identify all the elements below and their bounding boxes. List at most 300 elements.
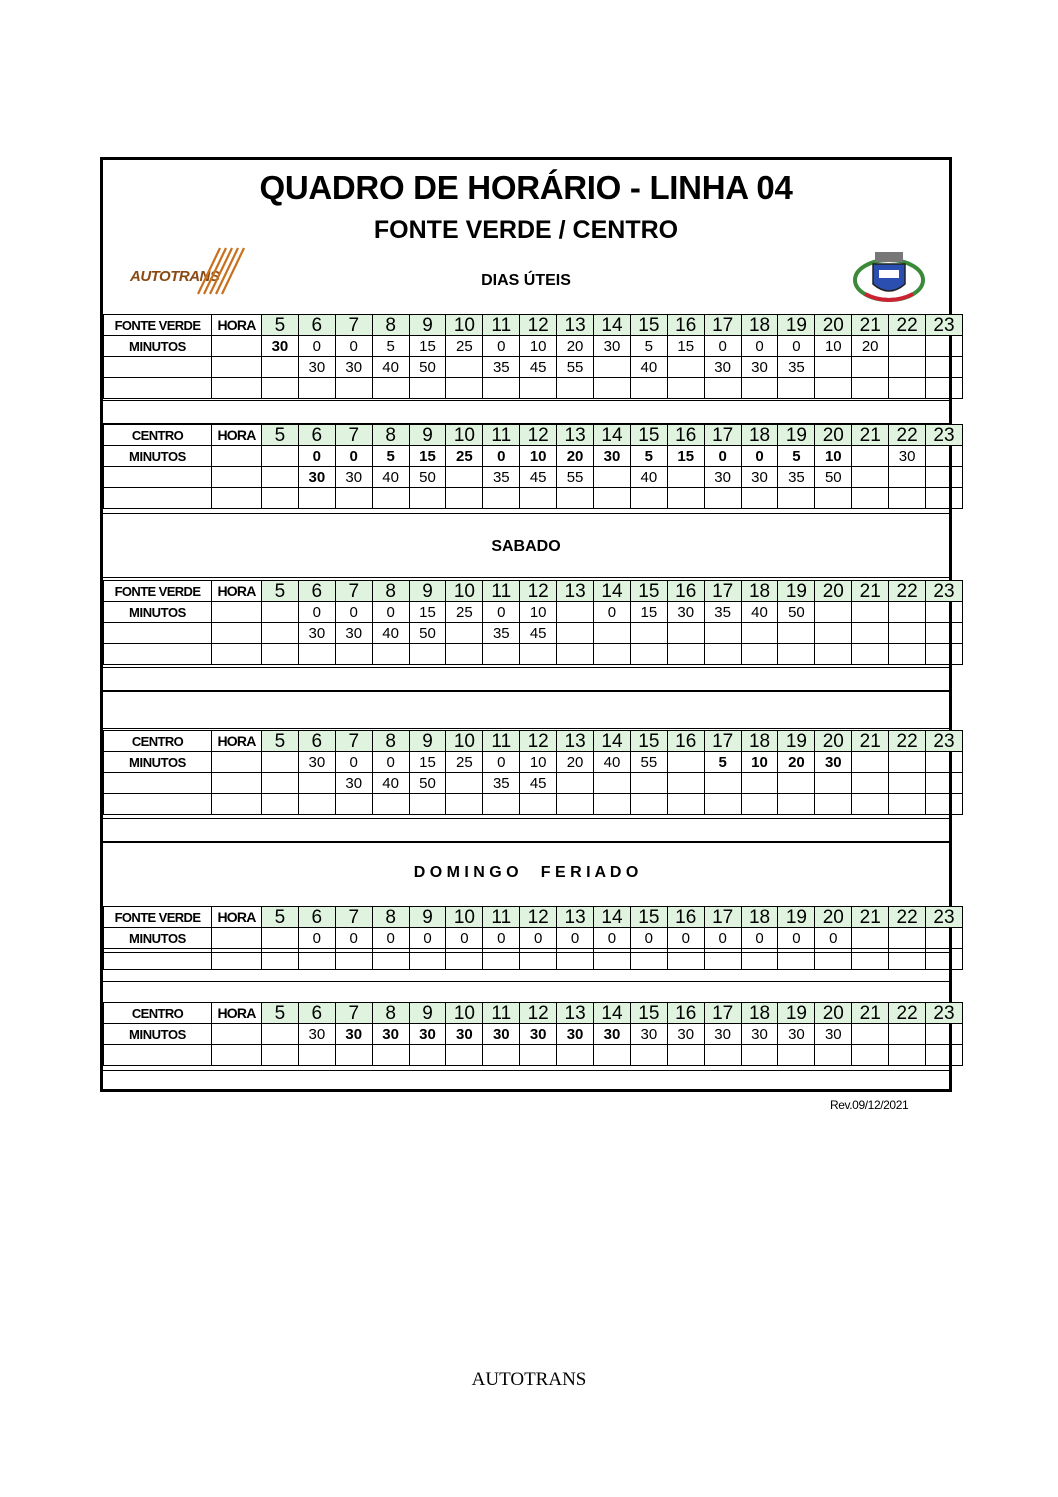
minute-cell	[889, 623, 926, 644]
minute-cell: 0	[704, 928, 741, 949]
timetable-6	[103, 1002, 963, 1066]
hour-cell: 6	[298, 907, 335, 928]
hour-cell: 22	[889, 907, 926, 928]
empty-cell	[212, 602, 262, 623]
minute-cell	[926, 928, 963, 949]
hour-cell: 14	[594, 907, 631, 928]
minute-cell: 40	[594, 752, 631, 773]
minute-cell	[667, 488, 704, 509]
hour-cell: 14	[594, 1003, 631, 1024]
minute-cell	[926, 794, 963, 815]
minute-cell	[778, 949, 815, 970]
minute-cell: 0	[298, 602, 335, 623]
hour-cell: 18	[741, 315, 778, 336]
empty-cell	[212, 336, 262, 357]
minute-cell	[335, 378, 372, 399]
minute-cell: 35	[483, 467, 520, 488]
hour-cell: 5	[262, 581, 299, 602]
minutes-label	[104, 644, 212, 665]
hour-cell: 11	[483, 315, 520, 336]
hour-cell: 20	[815, 315, 852, 336]
minute-cell: 45	[520, 623, 557, 644]
minutes-row	[104, 644, 963, 665]
minute-cell	[815, 357, 852, 378]
minute-cell: 5	[630, 446, 667, 467]
hour-cell: 16	[667, 907, 704, 928]
minute-cell	[520, 949, 557, 970]
minute-cell	[520, 488, 557, 509]
minute-cell	[704, 644, 741, 665]
minute-cell	[852, 644, 889, 665]
minute-cell	[594, 623, 631, 644]
minute-cell: 10	[520, 336, 557, 357]
hour-cell: 18	[741, 907, 778, 928]
minutes-row	[104, 467, 963, 488]
minute-cell: 30	[298, 623, 335, 644]
minute-cell: 0	[557, 928, 594, 949]
minute-cell	[667, 467, 704, 488]
minute-cell	[298, 488, 335, 509]
minute-cell	[815, 1045, 852, 1066]
minute-cell	[778, 1045, 815, 1066]
station-name: FONTE VERDE	[104, 581, 212, 602]
minute-cell	[409, 644, 446, 665]
minute-cell: 0	[483, 752, 520, 773]
saturday-band	[103, 513, 952, 578]
hour-cell: 9	[409, 425, 446, 446]
minute-cell	[852, 752, 889, 773]
minute-cell: 55	[557, 357, 594, 378]
minute-cell	[409, 794, 446, 815]
minute-cell: 40	[372, 467, 409, 488]
minute-cell: 20	[557, 752, 594, 773]
minutes-label	[104, 467, 212, 488]
hour-cell: 16	[667, 581, 704, 602]
minute-cell: 30	[483, 1024, 520, 1045]
weekday-label: DIAS ÚTEIS	[481, 272, 571, 289]
minute-cell: 30	[815, 1024, 852, 1045]
hour-cell: 13	[557, 907, 594, 928]
minutes-row	[104, 794, 963, 815]
minute-cell: 15	[409, 336, 446, 357]
minute-cell	[741, 1045, 778, 1066]
hour-cell: 21	[852, 315, 889, 336]
minute-cell: 0	[667, 928, 704, 949]
minute-cell	[778, 644, 815, 665]
hour-cell: 5	[262, 731, 299, 752]
minute-cell: 20	[778, 752, 815, 773]
page-title: QUADRO DE HORÁRIO - LINHA 04	[259, 169, 793, 206]
empty-cell	[212, 488, 262, 509]
minute-cell	[630, 794, 667, 815]
minute-cell	[446, 357, 483, 378]
minute-cell	[594, 1045, 631, 1066]
minute-cell	[409, 378, 446, 399]
hour-cell: 7	[335, 425, 372, 446]
minute-cell	[741, 623, 778, 644]
minute-cell	[594, 949, 631, 970]
minute-cell: 0	[815, 928, 852, 949]
minute-cell	[852, 1045, 889, 1066]
hora-label: HORA	[212, 315, 262, 336]
minute-cell: 30	[704, 357, 741, 378]
minute-cell	[852, 602, 889, 623]
minute-cell: 30	[298, 752, 335, 773]
minute-cell	[630, 1045, 667, 1066]
minute-cell: 30	[335, 467, 372, 488]
minutes-row	[104, 488, 963, 509]
minute-cell	[778, 794, 815, 815]
minute-cell	[594, 644, 631, 665]
minute-cell: 0	[483, 602, 520, 623]
minute-cell	[446, 378, 483, 399]
hour-cell: 6	[298, 425, 335, 446]
minute-cell	[667, 378, 704, 399]
minute-cell	[889, 752, 926, 773]
minute-cell	[262, 467, 299, 488]
minute-cell	[483, 488, 520, 509]
minute-cell	[520, 794, 557, 815]
minute-cell	[815, 378, 852, 399]
minute-cell: 30	[594, 336, 631, 357]
minute-cell	[409, 949, 446, 970]
hour-cell: 6	[298, 731, 335, 752]
minute-cell	[262, 1024, 299, 1045]
minute-cell	[926, 602, 963, 623]
minute-cell: 15	[409, 446, 446, 467]
minute-cell	[262, 446, 299, 467]
minute-cell	[262, 378, 299, 399]
hour-cell: 8	[372, 425, 409, 446]
hour-cell: 13	[557, 425, 594, 446]
minute-cell	[594, 488, 631, 509]
minutes-row	[104, 446, 963, 467]
logo-text: AUTOTRANS	[130, 268, 220, 285]
minute-cell	[446, 644, 483, 665]
timetable-sheet	[100, 157, 955, 1092]
hour-cell: 17	[704, 425, 741, 446]
minute-cell: 0	[778, 928, 815, 949]
hour-cell: 5	[262, 907, 299, 928]
hora-label: HORA	[212, 907, 262, 928]
minutes-label: MINUTOS	[104, 1024, 212, 1045]
minute-cell: 55	[557, 467, 594, 488]
hour-cell: 12	[520, 1003, 557, 1024]
minute-cell	[262, 752, 299, 773]
minute-cell	[262, 623, 299, 644]
minute-cell: 25	[446, 602, 483, 623]
minute-cell	[741, 949, 778, 970]
minute-cell: 0	[741, 446, 778, 467]
minute-cell	[557, 378, 594, 399]
minute-cell: 0	[778, 336, 815, 357]
minute-cell: 0	[335, 336, 372, 357]
minute-cell	[667, 644, 704, 665]
empty-cell	[212, 446, 262, 467]
minute-cell: 30	[815, 752, 852, 773]
minutes-label: MINUTOS	[104, 336, 212, 357]
hour-cell: 19	[778, 425, 815, 446]
minute-cell	[926, 949, 963, 970]
minute-cell	[815, 949, 852, 970]
hour-cell: 13	[557, 315, 594, 336]
minute-cell	[778, 623, 815, 644]
minute-cell	[704, 949, 741, 970]
empty-cell	[212, 928, 262, 949]
minutes-label	[104, 357, 212, 378]
timetable-5	[103, 906, 963, 970]
minute-cell	[889, 467, 926, 488]
empty-cell	[212, 644, 262, 665]
minute-cell: 35	[483, 357, 520, 378]
minute-cell	[630, 488, 667, 509]
minute-cell	[446, 623, 483, 644]
minute-cell: 30	[667, 602, 704, 623]
station-name: CENTRO	[104, 731, 212, 752]
hour-cell: 16	[667, 425, 704, 446]
minute-cell: 0	[483, 336, 520, 357]
minute-cell	[667, 752, 704, 773]
minute-cell: 50	[409, 357, 446, 378]
minute-cell	[262, 928, 299, 949]
minute-cell: 45	[520, 467, 557, 488]
minute-cell: 10	[520, 446, 557, 467]
minute-cell	[852, 794, 889, 815]
hour-cell: 9	[409, 1003, 446, 1024]
minute-cell: 30	[594, 1024, 631, 1045]
hour-cell: 23	[926, 581, 963, 602]
minutes-label	[104, 794, 212, 815]
minutes-row	[104, 773, 963, 794]
minute-cell	[926, 623, 963, 644]
minute-cell: 30	[667, 1024, 704, 1045]
minute-cell	[372, 794, 409, 815]
hour-cell: 17	[704, 581, 741, 602]
empty-cell	[212, 357, 262, 378]
saturday-label: SABADO	[491, 538, 561, 555]
spacer-bar	[103, 1070, 952, 1092]
minute-cell	[778, 773, 815, 794]
minute-cell	[778, 488, 815, 509]
minute-cell: 20	[557, 336, 594, 357]
minute-cell	[926, 752, 963, 773]
empty-cell	[212, 378, 262, 399]
minute-cell: 50	[778, 602, 815, 623]
minute-cell: 30	[298, 357, 335, 378]
sunday-holiday-label: D O M I N G O F E R I A D O	[413, 864, 639, 881]
hora-label: HORA	[212, 1003, 262, 1024]
minutes-label: MINUTOS	[104, 752, 212, 773]
minute-cell	[667, 1045, 704, 1066]
minute-cell	[557, 602, 594, 623]
minute-cell	[926, 378, 963, 399]
minute-cell: 30	[298, 467, 335, 488]
hour-cell: 18	[741, 1003, 778, 1024]
minute-cell: 45	[520, 357, 557, 378]
minute-cell: 10	[815, 446, 852, 467]
empty-cell	[212, 1045, 262, 1066]
hour-cell: 11	[483, 425, 520, 446]
spacer-bar	[103, 667, 952, 691]
minute-cell	[889, 1024, 926, 1045]
minutes-row	[104, 1045, 963, 1066]
minute-cell	[594, 467, 631, 488]
minute-cell	[262, 644, 299, 665]
minute-cell: 25	[446, 752, 483, 773]
hour-cell: 8	[372, 315, 409, 336]
hour-cell: 19	[778, 1003, 815, 1024]
hour-cell: 7	[335, 731, 372, 752]
minute-cell: 0	[335, 752, 372, 773]
spacer-bar	[103, 691, 952, 729]
minute-cell	[889, 336, 926, 357]
minute-cell	[889, 928, 926, 949]
minute-cell: 30	[704, 467, 741, 488]
minute-cell	[557, 949, 594, 970]
minute-cell	[852, 928, 889, 949]
minute-cell: 10	[520, 602, 557, 623]
hour-cell: 14	[594, 731, 631, 752]
minute-cell	[667, 949, 704, 970]
hour-cell: 10	[446, 315, 483, 336]
revision-date: Rev.09/12/2021	[830, 1098, 909, 1112]
empty-cell	[212, 949, 262, 970]
hour-cell: 10	[446, 731, 483, 752]
hour-cell: 12	[520, 425, 557, 446]
hour-cell: 18	[741, 581, 778, 602]
minute-cell: 30	[557, 1024, 594, 1045]
minute-cell	[815, 602, 852, 623]
minute-cell	[815, 488, 852, 509]
minute-cell	[557, 644, 594, 665]
minute-cell	[262, 488, 299, 509]
minute-cell: 0	[298, 336, 335, 357]
minute-cell: 0	[741, 928, 778, 949]
minute-cell: 15	[630, 602, 667, 623]
hour-cell: 15	[630, 581, 667, 602]
hora-label: HORA	[212, 425, 262, 446]
minutes-row	[104, 602, 963, 623]
minute-cell	[630, 949, 667, 970]
minute-cell	[926, 336, 963, 357]
hour-cell: 12	[520, 731, 557, 752]
minute-cell	[852, 467, 889, 488]
minute-cell: 15	[409, 602, 446, 623]
minute-cell	[557, 488, 594, 509]
empty-cell	[212, 623, 262, 644]
hour-cell: 6	[298, 581, 335, 602]
minute-cell	[298, 378, 335, 399]
minute-cell: 0	[630, 928, 667, 949]
minute-cell	[704, 623, 741, 644]
hour-cell: 12	[520, 581, 557, 602]
hour-cell: 15	[630, 315, 667, 336]
minute-cell	[298, 949, 335, 970]
hour-cell: 7	[335, 907, 372, 928]
minute-cell: 30	[741, 467, 778, 488]
minute-cell: 30	[741, 357, 778, 378]
hour-cell: 5	[262, 315, 299, 336]
minute-cell: 30	[446, 1024, 483, 1045]
minutes-row	[104, 928, 963, 949]
minute-cell: 0	[520, 928, 557, 949]
minute-cell: 30	[889, 446, 926, 467]
hour-cell: 15	[630, 425, 667, 446]
timetable-4	[103, 730, 963, 815]
minute-cell	[926, 467, 963, 488]
minute-cell	[630, 773, 667, 794]
minutes-label	[104, 949, 212, 970]
hour-cell: 16	[667, 1003, 704, 1024]
minute-cell	[852, 357, 889, 378]
minute-cell	[594, 773, 631, 794]
minute-cell: 15	[667, 446, 704, 467]
minute-cell	[889, 602, 926, 623]
minute-cell: 30	[594, 446, 631, 467]
hour-cell: 17	[704, 731, 741, 752]
minute-cell	[335, 794, 372, 815]
minute-cell: 0	[594, 928, 631, 949]
minute-cell	[741, 794, 778, 815]
minute-cell	[372, 488, 409, 509]
minute-cell	[667, 794, 704, 815]
spacer-bar	[103, 818, 952, 842]
hour-cell: 9	[409, 315, 446, 336]
hour-cell: 23	[926, 315, 963, 336]
minute-cell	[741, 644, 778, 665]
minute-cell	[557, 623, 594, 644]
minute-cell: 40	[630, 467, 667, 488]
hour-cell: 8	[372, 581, 409, 602]
minute-cell	[446, 794, 483, 815]
hour-cell: 21	[852, 581, 889, 602]
hour-cell: 18	[741, 425, 778, 446]
minute-cell	[630, 623, 667, 644]
minute-cell	[335, 1045, 372, 1066]
hour-cell: 23	[926, 425, 963, 446]
minutes-label	[104, 378, 212, 399]
minutes-row	[104, 357, 963, 378]
minute-cell	[594, 378, 631, 399]
minute-cell	[667, 357, 704, 378]
minute-cell	[298, 644, 335, 665]
hour-cell: 19	[778, 315, 815, 336]
hour-cell: 19	[778, 581, 815, 602]
minute-cell: 0	[335, 928, 372, 949]
hour-cell: 17	[704, 1003, 741, 1024]
minute-cell	[557, 794, 594, 815]
minutes-row	[104, 949, 963, 970]
hour-cell: 12	[520, 907, 557, 928]
empty-cell	[212, 467, 262, 488]
hour-cell: 20	[815, 731, 852, 752]
minute-cell	[741, 773, 778, 794]
minute-cell	[815, 644, 852, 665]
hour-cell: 9	[409, 581, 446, 602]
minutes-row	[104, 752, 963, 773]
minute-cell	[852, 773, 889, 794]
minute-cell	[630, 644, 667, 665]
minute-cell: 35	[778, 357, 815, 378]
minute-cell	[889, 644, 926, 665]
hour-cell: 7	[335, 315, 372, 336]
minute-cell: 15	[409, 752, 446, 773]
minute-cell: 0	[704, 336, 741, 357]
hour-cell: 9	[409, 907, 446, 928]
minute-cell	[372, 378, 409, 399]
hour-cell: 11	[483, 907, 520, 928]
minute-cell: 50	[409, 623, 446, 644]
